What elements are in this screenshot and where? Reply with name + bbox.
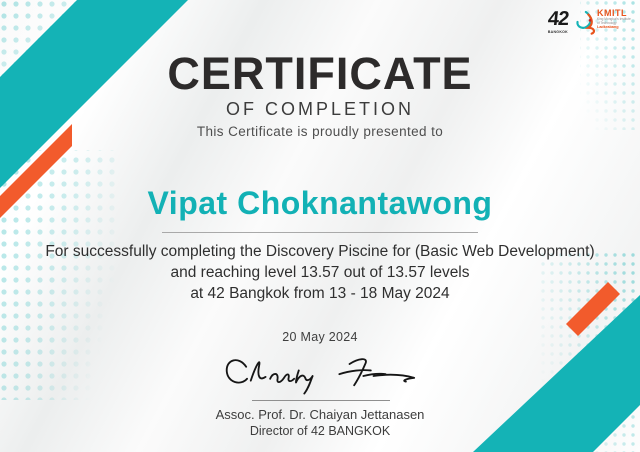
achievement-text [0, 241, 640, 304]
kmitl-logo-sub2: of Technology [597, 20, 617, 25]
name-underline [162, 232, 478, 233]
signature-image [214, 352, 426, 400]
certificate-title: CERTIFICATE [167, 48, 473, 99]
issue-date: 20 May 2024 [282, 330, 358, 344]
achievement-line-1: For successfully completing the Discovery Piscine for (Basic Web Development) [45, 243, 595, 260]
presented-line: This Certificate is proudly presented to [196, 124, 444, 139]
kmitl-logo-sub3: Ladkrabang [597, 25, 619, 30]
achievement-line-2: and reaching level 13.57 out of 13.57 levels [170, 264, 470, 281]
kmitl-logo-sub1: King Mongkut's Institute [597, 17, 631, 21]
signer-name: Assoc. Prof. Dr. Chaiyan Jettanasen [215, 407, 425, 422]
kmitl-swirl-icon [575, 9, 595, 35]
42-bangkok-logo [538, 9, 568, 34]
recipient-name: Vipat Choknantawong [147, 185, 493, 221]
42-logo-text: 42 [546, 8, 570, 30]
signature-line [252, 400, 390, 401]
achievement-line-3: at 42 Bangkok from 13 - 18 May 2024 [190, 285, 450, 302]
42-logo-subtext: BANGKOK [547, 30, 568, 34]
certificate-subtitle: OF COMPLETION [225, 99, 414, 119]
signer-title: Director of 42 BANGKOK [249, 424, 391, 438]
kmitl-logo-text: KMITL [597, 8, 627, 18]
kmitl-logo [575, 9, 631, 35]
